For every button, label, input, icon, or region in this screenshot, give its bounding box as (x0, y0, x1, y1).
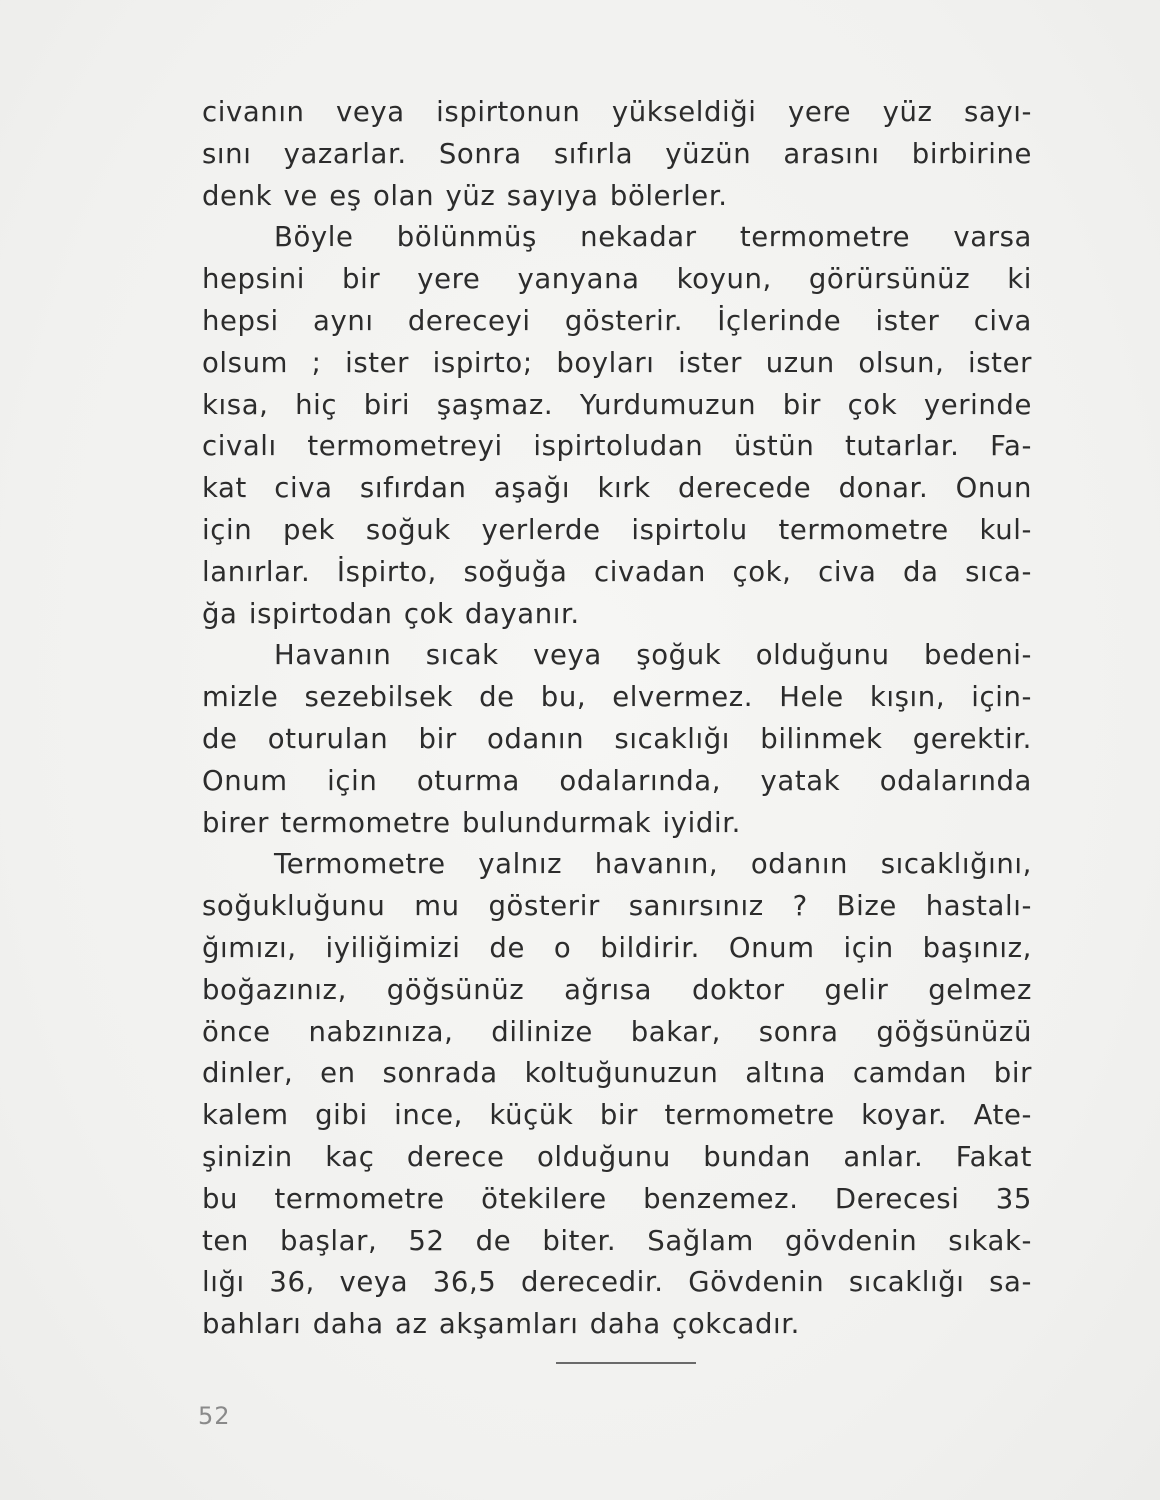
text-line: ğımızı, iyiliğimizi de o bildirir. Onum için başınız, (202, 931, 1032, 964)
text-line: hepsini bir yere yanyana koyun, görürsünüz ki (202, 263, 1032, 296)
text-line: hepsi aynı dereceyi gösterir. İçlerinde ister civa (202, 304, 1032, 337)
text-line: boğazınız, göğsünüz ağrısa doktor gelir gelmez (202, 973, 1032, 1006)
text-line: kalem gibi ince, küçük bir termometre koyar. Ate- (202, 1099, 1032, 1132)
page-number: 52 (198, 1402, 231, 1430)
text-line: kat civa sıfırdan aşağı kırk derecede donar. Onun (202, 472, 1032, 505)
text-line: civanın veya ispirtonun yükseldiği yere yüz sayı- (202, 96, 1032, 128)
text-line: denk ve eş olan yüz sayıya bölerler. (202, 179, 728, 212)
section-end-rule (556, 1362, 696, 1364)
text-line: ten başlar, 52 de biter. Sağlam gövdenin sıkak- (202, 1224, 1032, 1257)
text-line: dinler, en sonrada koltuğunuzun altına camdan bir (202, 1057, 1032, 1090)
text-line: bahları daha az akşamları daha çokcadır. (202, 1308, 800, 1341)
text-line: de oturulan bir odanın sıcaklığı bilinmek gerektir. (202, 722, 1032, 755)
text-line: olsum ; ister ispirto; boyları ister uzun olsun, ister (202, 346, 1032, 379)
text-line: soğukluğunu mu gösterir sanırsınız ? Bize hastalı- (202, 890, 1032, 923)
text-line: için pek soğuk yerlerde ispirtolu termometre kul- (202, 513, 1032, 546)
body-text (202, 92, 1032, 1346)
text-line: Onum için oturma odalarında, yatak odalarında (202, 764, 1032, 797)
text-line: Havanın sıcak veya şoğuk olduğunu bedeni- (274, 639, 1032, 672)
text-line: ğa ispirtodan çok dayanır. (202, 597, 580, 630)
text-line: bu termometre ötekilere benzemez. Derecesi 35 (202, 1182, 1032, 1215)
text-line: Böyle bölünmüş nekadar termometre varsa (274, 221, 1032, 254)
text-line: şinizin kaç derece olduğunu bundan anlar. Fakat (202, 1140, 1032, 1173)
text-line: kısa, hiç biri şaşmaz. Yurdumuzun bir çok yerinde (202, 388, 1032, 421)
text-line: sını yazarlar. Sonra sıfırla yüzün arasını birbirine (202, 137, 1032, 170)
text-line: mizle sezebilsek de bu, elvermez. Hele kışın, için- (202, 681, 1032, 714)
text-line: birer termometre bulundurmak iyidir. (202, 806, 741, 839)
text-line: lanırlar. İspirto, soğuğa civadan çok, civa da sıca- (202, 555, 1032, 588)
text-line: Termometre yalnız havanın, odanın sıcaklığını, (274, 848, 1032, 881)
text-line: önce nabzınıza, dilinize bakar, sonra göğsünüzü (202, 1015, 1032, 1048)
text-line: lığı 36, veya 36,5 derecedir. Gövdenin sıcaklığı sa- (202, 1266, 1032, 1299)
text-line: civalı termometreyi ispirtoludan üstün tutarlar. Fa- (202, 430, 1032, 463)
